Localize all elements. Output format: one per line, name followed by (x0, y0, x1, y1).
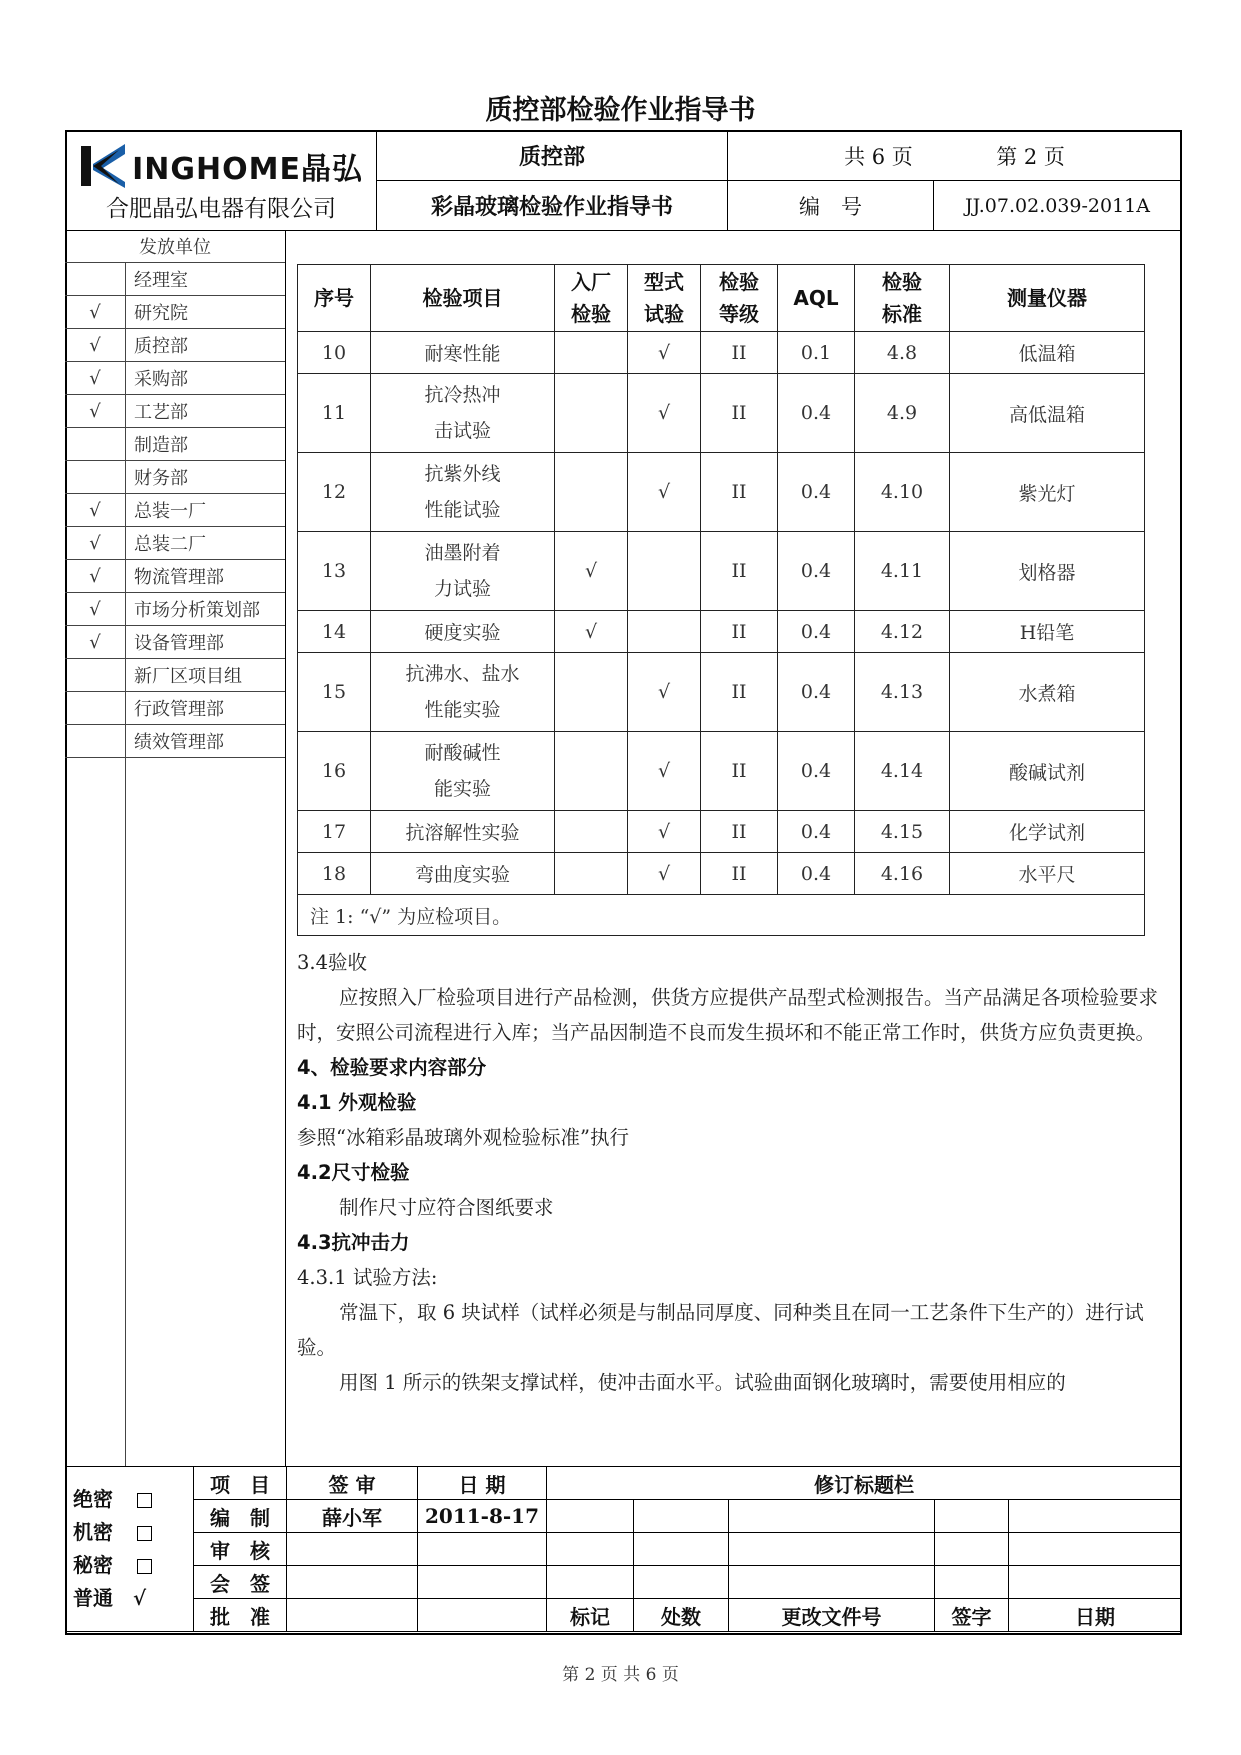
cell-incoming (555, 374, 628, 453)
col-aql: AQL (778, 265, 855, 332)
table-row (298, 853, 1145, 895)
cell-instrument: 水平尺 (950, 853, 1145, 895)
rev-cell (935, 1500, 1009, 1533)
cell-level: II (701, 853, 778, 895)
logo-cell (66, 131, 377, 231)
cell-aql: 0.1 (778, 332, 855, 374)
section-4-3-heading: 4.3抗冲击力 (297, 1231, 410, 1254)
row-date (418, 1599, 547, 1632)
logo-text: INGHOME晶弘 (132, 152, 363, 187)
unit-name: 绩效管理部 (126, 725, 286, 758)
unit-name: 制造部 (126, 428, 286, 461)
cell-type: √ (628, 811, 701, 853)
rev-cell (729, 1533, 935, 1566)
row-sign: 薛小军 (287, 1500, 418, 1533)
table-row (298, 611, 1145, 653)
cell-no: 11 (298, 374, 371, 453)
cell-item: 抗冷热冲 击试验 (371, 374, 555, 453)
cell-type: √ (628, 853, 701, 895)
cell-std: 4.10 (855, 453, 950, 532)
list-item (65, 296, 285, 329)
cell-instrument: 划格器 (950, 532, 1145, 611)
table-row (298, 332, 1145, 374)
row-sign (287, 1533, 418, 1566)
check-mark (65, 725, 126, 758)
cell-item: 耐酸碱性 能实验 (371, 732, 555, 811)
section-4-1-text: 参照“冰箱彩晶玻璃外观检验标准”执行 (297, 1126, 629, 1149)
table-header-row (298, 265, 1145, 332)
cell-level: II (701, 453, 778, 532)
rev-cell (547, 1566, 634, 1599)
cell-no: 13 (298, 532, 371, 611)
cell-level: II (701, 611, 778, 653)
table-row (298, 532, 1145, 611)
check-mark: √ (65, 362, 126, 395)
page-footer: 第 2 页 共 6 页 (562, 1665, 679, 1685)
unit-name: 总装一厂 (126, 494, 286, 527)
row-label: 批 准 (194, 1599, 287, 1632)
cell-instrument: H铅笔 (950, 611, 1145, 653)
section-4-3-1-text: 常温下，取 6 块试样（试样必须是与制品同厚度、同种类且在同一工艺条件下生产的）进行试验。 (297, 1301, 1144, 1359)
rev-signature-header: 签字 (935, 1599, 1009, 1632)
checkbox-icon (137, 1493, 152, 1508)
check-mark: √ (65, 626, 126, 659)
unit-name: 市场分析策划部 (126, 593, 286, 626)
row-date (418, 1566, 547, 1599)
col-instrument: 测量仪器 (950, 265, 1145, 332)
col-no: 序号 (298, 265, 371, 332)
rev-mark-header: 标记 (547, 1599, 634, 1632)
unit-name: 行政管理部 (126, 692, 286, 725)
col-incoming: 入厂 检验 (555, 265, 628, 332)
section-3-4-text: 应按照入厂检验项目进行产品检测，供货方应提供产品型式检测报告。当产品满足各项检验要求时，安照公司流程进行入库；当产品因制造不良而发生损坏和不能正常工作时，供货方应负责更换。 (297, 986, 1159, 1044)
cell-item: 硬度实验 (371, 611, 555, 653)
cell-std: 4.15 (855, 811, 950, 853)
cell-instrument: 高低温箱 (950, 374, 1145, 453)
cell-incoming (555, 811, 628, 853)
cell-no: 14 (298, 611, 371, 653)
row-date (418, 1533, 547, 1566)
check-mark: √ (65, 296, 126, 329)
cell-aql: 0.4 (778, 653, 855, 732)
row-sign (287, 1566, 418, 1599)
check-mark (65, 461, 126, 494)
rev-cell (1009, 1533, 1182, 1566)
cell-type (628, 532, 701, 611)
list-item (65, 626, 285, 659)
cell-item: 抗紫外线 性能试验 (371, 453, 555, 532)
section-3-4-heading: 3.4验收 (297, 951, 368, 974)
section-4-1-heading: 4.1 外观检验 (297, 1091, 417, 1114)
cell-type: √ (628, 374, 701, 453)
rev-cell (547, 1500, 634, 1533)
cell-std: 4.14 (855, 732, 950, 811)
cell-std: 4.9 (855, 374, 950, 453)
cell-no: 10 (298, 332, 371, 374)
list-item (65, 692, 285, 725)
cell-instrument: 化学试剂 (950, 811, 1145, 853)
list-item (65, 659, 285, 692)
cell-incoming: √ (555, 532, 628, 611)
row-label: 会 签 (194, 1566, 287, 1599)
list-item (65, 362, 285, 395)
cell-aql: 0.4 (778, 611, 855, 653)
classification-item: 秘密 (65, 1549, 193, 1582)
row-date: 2011-8-17 (418, 1500, 547, 1533)
cell-aql: 0.4 (778, 732, 855, 811)
cell-no: 15 (298, 653, 371, 732)
check-mark: √ (65, 395, 126, 428)
section-4-3-1-heading: 4.3.1 试验方法: (297, 1266, 438, 1289)
cell-incoming: √ (555, 611, 628, 653)
cell-item: 耐寒性能 (371, 332, 555, 374)
check-mark: √ (65, 527, 126, 560)
section-4-2-heading: 4.2尺寸检验 (297, 1161, 410, 1184)
table-row (298, 453, 1145, 532)
unit-name: 研究院 (126, 296, 286, 329)
cell-item: 弯曲度实验 (371, 853, 555, 895)
rev-date-header: 日期 (1009, 1599, 1182, 1632)
cell-level: II (701, 811, 778, 853)
check-mark: √ (65, 560, 126, 593)
divider (125, 754, 126, 1466)
cell-level: II (701, 732, 778, 811)
rev-cell (935, 1566, 1009, 1599)
list-item (65, 428, 285, 461)
department-cell: 质控部 (377, 131, 728, 181)
cell-level: II (701, 532, 778, 611)
check-mark (65, 659, 126, 692)
table-row (298, 653, 1145, 732)
rev-cell (1009, 1500, 1182, 1533)
row-label: 审 核 (194, 1533, 287, 1566)
check-mark: √ (65, 593, 126, 626)
unit-name: 质控部 (126, 329, 286, 362)
cell-type (628, 611, 701, 653)
number-label: 编 号 (728, 181, 934, 231)
list-item (65, 494, 285, 527)
distribution-title: 发放单位 (65, 230, 285, 263)
check-mark: √ (133, 1586, 147, 1610)
col-date-header: 日 期 (418, 1467, 547, 1500)
cell-std: 4.16 (855, 853, 950, 895)
section-4-heading: 4、检验要求内容部分 (297, 1056, 487, 1079)
cell-std: 4.11 (855, 532, 950, 611)
table-row (298, 374, 1145, 453)
rev-cell (634, 1566, 729, 1599)
inspection-table (297, 264, 1145, 936)
cell-incoming (555, 332, 628, 374)
cell-instrument: 酸碱试剂 (950, 732, 1145, 811)
col-sign-header: 签 审 (287, 1467, 418, 1500)
cell-type: √ (628, 732, 701, 811)
unit-name: 采购部 (126, 362, 286, 395)
checkbox-icon (137, 1559, 152, 1574)
unit-name: 设备管理部 (126, 626, 286, 659)
section-4-3-1-text-2: 用图 1 所示的铁架支撑试样，使冲击面水平。试验曲面钢化玻璃时，需要使用相应的 (339, 1371, 1066, 1394)
current-page: 第 2 页 (996, 144, 1065, 169)
table-note-row (298, 895, 1145, 936)
page-count-cell (728, 131, 1182, 181)
col-type: 型式 试验 (628, 265, 701, 332)
unit-name: 财务部 (126, 461, 286, 494)
check-mark: √ (65, 329, 126, 362)
col-item-header: 项 目 (194, 1467, 287, 1500)
rev-count-header: 处数 (634, 1599, 729, 1632)
check-mark: √ (65, 494, 126, 527)
row-sign (287, 1599, 418, 1632)
approval-table (65, 1466, 1182, 1632)
cell-incoming (555, 732, 628, 811)
doc-name-cell: 彩晶玻璃检验作业指导书 (377, 181, 728, 231)
divider (285, 230, 286, 1466)
table-note: 注 1: “√” 为应检项目。 (298, 895, 1145, 936)
rev-cell (634, 1533, 729, 1566)
cell-std: 4.8 (855, 332, 950, 374)
number-value: JJ.07.02.039-2011A (934, 181, 1182, 231)
cell-item: 抗溶解性实验 (371, 811, 555, 853)
company-name: 合肥晶弘电器有限公司 (106, 196, 336, 222)
cell-no: 17 (298, 811, 371, 853)
cell-no: 18 (298, 853, 371, 895)
cell-no: 16 (298, 732, 371, 811)
cell-aql: 0.4 (778, 453, 855, 532)
col-item: 检验项目 (371, 265, 555, 332)
check-mark (65, 692, 126, 725)
classification-item: 机密 (65, 1516, 193, 1549)
cell-instrument: 低温箱 (950, 332, 1145, 374)
list-item (65, 329, 285, 362)
rev-cell (634, 1500, 729, 1533)
cell-instrument: 紫光灯 (950, 453, 1145, 532)
body-text (297, 945, 1177, 1400)
cell-level: II (701, 653, 778, 732)
row-label: 编 制 (194, 1500, 287, 1533)
unit-name: 总装二厂 (126, 527, 286, 560)
total-pages: 共 6 页 (844, 144, 913, 169)
cell-incoming (555, 453, 628, 532)
table-row (298, 732, 1145, 811)
cell-incoming (555, 853, 628, 895)
table-row (298, 811, 1145, 853)
col-std: 检验 标准 (855, 265, 950, 332)
rev-file-header: 更改文件号 (729, 1599, 935, 1632)
section-4-2-text: 制作尺寸应符合图纸要求 (339, 1196, 554, 1219)
check-mark (65, 263, 126, 296)
unit-name: 新厂区项目组 (126, 659, 286, 692)
list-item (65, 263, 285, 296)
checkbox-icon (137, 1526, 152, 1541)
cell-std: 4.12 (855, 611, 950, 653)
cell-aql: 0.4 (778, 853, 855, 895)
cell-item: 油墨附着 力试验 (371, 532, 555, 611)
rev-cell (729, 1566, 935, 1599)
col-level: 检验 等级 (701, 265, 778, 332)
kinghome-logo-icon (79, 142, 127, 190)
unit-name: 经理室 (126, 263, 286, 296)
header-block (65, 130, 1182, 231)
document-title: 质控部检验作业指导书 (485, 95, 756, 126)
cell-aql: 0.4 (778, 811, 855, 853)
list-item (65, 395, 285, 428)
cell-aql: 0.4 (778, 374, 855, 453)
unit-name: 物流管理部 (126, 560, 286, 593)
classification-cell (65, 1467, 194, 1632)
unit-name: 工艺部 (126, 395, 286, 428)
list-item (65, 560, 285, 593)
cell-incoming (555, 653, 628, 732)
cell-type: √ (628, 653, 701, 732)
list-item (65, 725, 285, 758)
rev-cell (729, 1500, 935, 1533)
cell-instrument: 水煮箱 (950, 653, 1145, 732)
cell-type: √ (628, 453, 701, 532)
cell-aql: 0.4 (778, 532, 855, 611)
cell-no: 12 (298, 453, 371, 532)
distribution-list (65, 230, 285, 758)
list-item (65, 593, 285, 626)
cell-item: 抗沸水、盐水 性能实验 (371, 653, 555, 732)
cell-type: √ (628, 332, 701, 374)
list-item (65, 527, 285, 560)
rev-cell (1009, 1566, 1182, 1599)
cell-level: II (701, 374, 778, 453)
rev-cell (935, 1533, 1009, 1566)
revision-title: 修订标题栏 (547, 1467, 1182, 1500)
classification-item: 绝密 (65, 1483, 193, 1516)
rev-cell (547, 1533, 634, 1566)
list-item (65, 461, 285, 494)
cell-std: 4.13 (855, 653, 950, 732)
cell-level: II (701, 332, 778, 374)
classification-item: 普通 √ (73, 1586, 147, 1610)
check-mark (65, 428, 126, 461)
